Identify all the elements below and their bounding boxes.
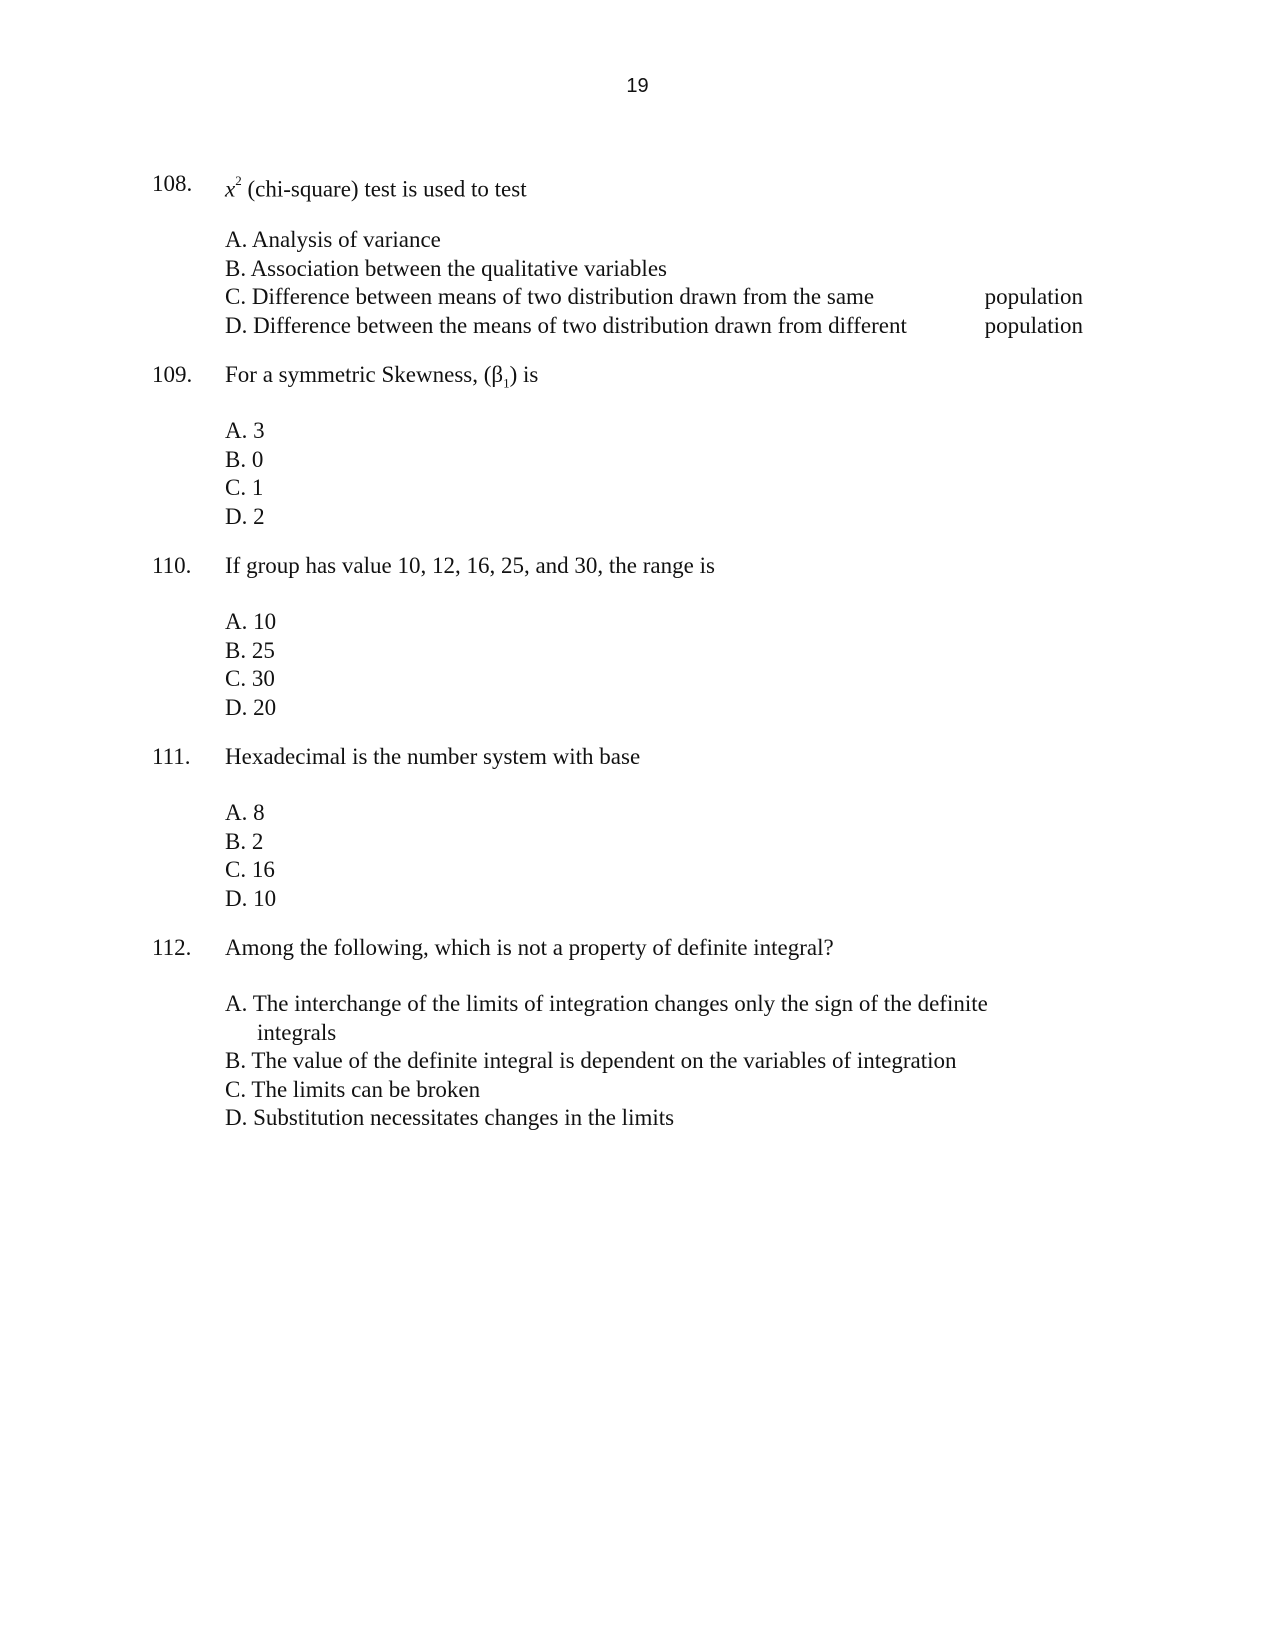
option-a: A. 8 <box>225 800 265 825</box>
option-c: C. 16 <box>225 857 275 882</box>
question-text-body: (chi-square) test is used to test <box>241 176 527 202</box>
option-c <box>225 283 1083 312</box>
question-number: 112. <box>152 935 192 960</box>
option-c: C. 1 <box>225 475 264 500</box>
option-list <box>225 417 265 531</box>
option-c-text: C. Difference between means of two distribution drawn from the same <box>225 284 875 309</box>
question-text <box>225 361 538 398</box>
question-text-after: ) is <box>509 362 539 387</box>
question-number: 110. <box>152 553 192 578</box>
question-text: Hexadecimal is the number system with base <box>225 744 641 769</box>
chi-symbol: x <box>225 176 236 202</box>
option-list <box>225 799 276 913</box>
superscript: 2 <box>235 173 242 188</box>
option-list <box>225 990 988 1133</box>
option-d: D. Substitution necessitates changes in the limits <box>225 1105 675 1130</box>
subscript: 1 <box>503 375 510 391</box>
option-d: D. 20 <box>225 694 277 720</box>
option-a: A. 10 <box>225 609 277 634</box>
option-d <box>225 312 1083 341</box>
option-b: B. 0 <box>225 446 264 472</box>
option-b: B. 2 <box>225 828 264 854</box>
question-number: 111. <box>152 744 191 769</box>
option-d-text: D. Difference between the means of two distribution drawn from different <box>225 312 907 338</box>
option-list <box>225 226 1083 340</box>
option-d: D. 2 <box>225 503 265 529</box>
page-number: 19 <box>626 75 649 97</box>
option-b: B. The value of the definite integral is dependent on the variables of integration <box>225 1048 957 1073</box>
option-a-continuation: integrals <box>257 1019 337 1045</box>
option-a: A. The interchange of the limits of integration changes only the sign of the definite <box>225 991 988 1016</box>
option-c-tail: population <box>984 284 1083 309</box>
option-d: D. 10 <box>225 885 277 911</box>
question-number: 109. <box>152 362 193 387</box>
question-text: Among the following, which is not a property of definite integral? <box>225 935 834 960</box>
question-text <box>225 170 527 204</box>
option-c: C. The limits can be broken <box>225 1076 481 1102</box>
option-a: A. 3 <box>225 418 265 443</box>
option-d-tail: population <box>984 312 1083 338</box>
question-number: 108. <box>152 171 193 196</box>
option-b: B. 25 <box>225 637 275 663</box>
option-c: C. 30 <box>225 666 275 691</box>
option-b: B. Association between the qualitative variables <box>225 255 667 281</box>
question-text-before: For a symmetric Skewness, (β <box>225 362 504 387</box>
option-list <box>225 608 276 722</box>
option-a: A. Analysis of variance <box>225 227 441 252</box>
question-text: If group has value 10, 12, 16, 25, and 30, the range is <box>225 553 715 578</box>
